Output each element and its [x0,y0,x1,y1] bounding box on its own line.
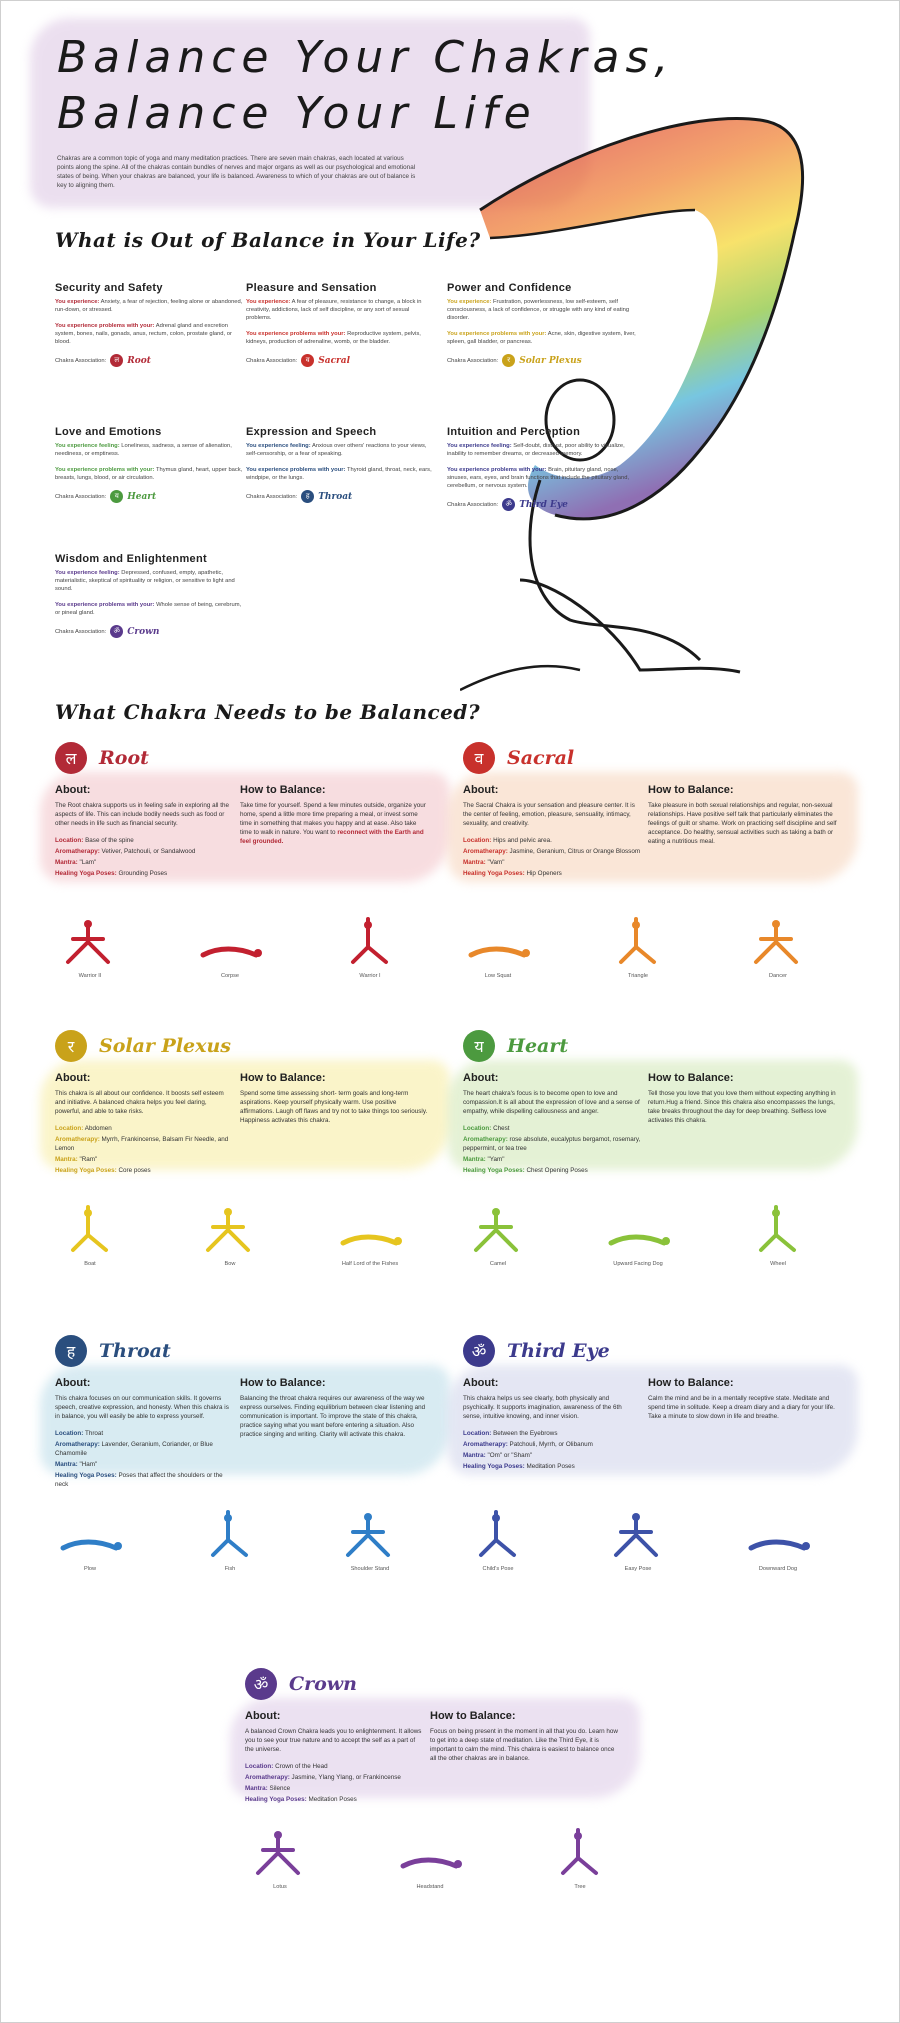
pose-figure-icon [325,1205,415,1255]
pose-label: Camel [489,1261,507,1267]
chakra-association: Chakra Association: ह Throat [246,491,353,502]
chakra-name: Throat [99,1340,171,1362]
how-to-balance-column: How to Balance: Take pleasure in both sexual relationships and regular, non-sexual relationships. Have positive self talk that particularly eliminates the feelings of guilt or shame. Work on practicing self discipline and self acceptance. Do healthy, sensual activities such as taking a bath or eating a nutritious meal. [648,784,837,845]
pose-label: Warrior II [78,973,102,979]
chakra-heading [55,742,149,774]
intro-paragraph: Chakras are a common topic of yoga and many meditation practices. There are seven main chakras, each located at various points along the spine. All of the chakras contain bundles of nerves and major organs as well as our psychological and emotional states of being. When your chakras are balanced, your life is balanced. Awareness to which of your chakras are out of balance is key to aligning them. [57,155,416,189]
pose-figure-icon [733,1510,823,1560]
yoga-pose [185,1205,275,1267]
chakra-heading [463,742,574,774]
chakra-heading [463,1030,568,1062]
experience-text: You experience: Frustration, powerlessness, low self-esteem, self consciousness, a lack of confidence, or struggle with any kind of eating disorder. [447,299,630,321]
imbalance-title: Pleasure and Sensation [246,282,377,294]
yoga-pose [185,917,275,979]
pose-figure-icon [45,917,135,967]
chakra-association: Chakra Association: र Solar Plexus [447,355,582,366]
pose-figure-icon [185,1205,275,1255]
pose-figure-icon [453,917,543,967]
pose-label: Bow [224,1261,236,1267]
pose-figure-icon [593,1205,683,1255]
about-column: About: This chakra focuses on our communication skills. It governs speech, creative expression, and honesty. When this chakra is in balance, you will easily be able to express yourself. Location: Throat Aromatherapy: Lavender, Geranium, Coriander, or Blue Chamomile Mantra: "Ham" Healing Yoga Poses: Poses that affect the shoulders or the neck [55,1377,229,1488]
imbalance-block [447,284,637,367]
how-to-balance-column: How to Balance: Calm the mind and be in a mentally receptive state. Meditate and spend time in solitude. Keep a dream diary and a diary for your life. Take a minute to slow down in life and breathe. [648,1377,835,1420]
imbalance-heading: What is Out of Balance in Your Life? [55,228,481,252]
chakra-emblem-icon: र [55,1030,87,1062]
yoga-pose [45,1205,135,1267]
how-to-balance-column: How to Balance: Take time for yourself. Spend a few minutes outside, organize your home, spend a little more time preparing a meal, or invest some time in something that makes you happy and at ease. Also take time to walk in nature. You want to reconnect with the Earth and feel grounded. [240,784,426,845]
imbalance-block [55,284,245,367]
how-to-balance-column: How to Balance: Balancing the throat chakra requires our awareness of the way we express ourselves. Finding equilibrium between clear listening and communication is important. To improve the state of this chakra, practice saying what you want before entering a situation. Also practice singing and writing. Clarity will activate this chakra. [240,1377,426,1438]
pose-figure-icon [235,1828,325,1878]
yoga-pose [235,1828,325,1890]
yoga-pose [733,917,823,979]
pose-label: Tree [574,1884,586,1890]
pose-label: Fish [224,1566,236,1572]
chakra-association: Chakra Association: ॐ Crown [55,626,160,637]
chakra-symbol-icon: ॐ [110,625,123,638]
pose-label: Dancer [768,973,788,979]
pose-label: Shoulder Stand [350,1566,390,1572]
about-column: About: This chakra is all about our confidence. It boosts self esteem and initiative. A balanced chakra helps you feel daring, powerful, and able to take risks. Location: Abdomen Aromatherapy: Myrrh, Frankincense, Balsam Fir Needle, and Lemon Mantra: "Ram" Healing Yoga Poses: Core poses [55,1072,229,1174]
experience-text: You experience feeling: Self-doubt, distrust, poor ability to visualize, inability to remember dreams, or decreased memory. [447,443,625,457]
chakra-name: Crown [289,1673,357,1695]
pose-figure-icon [185,1510,275,1560]
yoga-pose [535,1828,625,1890]
pose-label: Wheel [770,1261,786,1267]
chakra-heading [55,1335,171,1367]
about-column: About: The Root chakra supports us in feeling safe in exploring all the aspects of life. This can include bodily needs such as food or other needs in life such as financial security. Location: Base of the spine Aromatherapy: Vetiver, Patchouli, or Sandalwood Mantra: "Lam" Healing Yoga Poses: Grounding Poses [55,784,229,877]
yoga-pose [385,1828,475,1890]
pose-label: Upward Facing Dog [613,1261,663,1267]
how-to-balance-column: How to Balance: Tell those you love that you love them without expecting anything in return.Hug a friend. Since this chakra also encompasses the lungs, take breaks throughout the day for deep breathing. Selfless love activates this chakra. [648,1072,836,1124]
problems-text: You experience problems with your: Adrenal gland and excretion system, bones, nails, gonads, anus, rectum, colon, prostate gland, or blood. [55,323,232,345]
pose-label: Warrior I [359,973,381,979]
chakra-emblem-icon: ह [55,1335,87,1367]
chakra-symbol-icon: ॐ [502,498,515,511]
pose-label: Boat [84,1261,96,1267]
imbalance-title: Intuition and Perception [447,426,581,438]
chakra-heading [55,1030,231,1062]
imbalance-title: Security and Safety [55,282,163,294]
pose-label: Half Lord of the Fishes [341,1261,399,1267]
imbalance-block [246,284,436,367]
chakra-association: Chakra Association: ॐ Third Eye [447,499,568,510]
about-column: About: This chakra helps us see clearly, both physically and psychically. It supports imagination, awareness of the 6th sense, intuitive knowing, and inner vision. Location: Between the Eyebrows Aromatherapy: Patchouli, Myrrh, or Olibanum Mantra: "Om" or "Sham" Healing Yoga Poses: Meditation Poses [463,1377,622,1470]
pose-label: Low Squat [484,973,512,979]
yoga-pose [593,917,683,979]
about-column: About: A balanced Crown Chakra leads you to enlightenment. It allows you to see your true nature and to accept the self as a part of the universe. Location: Crown of the Head Aromatherapy: Jasmine, Ylang Ylang, or Frankincense Mantra: Silence Healing Yoga Poses: Meditation Poses [245,1710,422,1803]
problems-text: You experience problems with your: Thyroid gland, throat, neck, ears, windpipe, or the lungs. [246,467,432,481]
pose-figure-icon [453,1205,543,1255]
chakra-heading [463,1335,610,1367]
how-to-balance-column: How to Balance: Focus on being present in the moment in all that you do. Learn how to get into a deep state of meditation. Like the Third Eye, it is important to calm the mind. This chakra is easiest to balance once all the other chakras are in balance. [430,1710,618,1762]
yoga-pose [593,1510,683,1572]
chakra-symbol-icon: व [301,354,314,367]
pose-figure-icon [453,1510,543,1560]
pose-figure-icon [593,1510,683,1560]
yoga-pose [45,917,135,979]
imbalance-title: Love and Emotions [55,426,162,438]
imbalance-block [55,428,245,503]
yoga-pose [453,1205,543,1267]
experience-text: You experience: Anxiety, a fear of rejection, feeling alone or abandoned, run-down, or stressed. [55,299,243,313]
about-column: About: The heart chakra's focus is to become open to love and compassion.It is all about the expression of love and a sense of empathy, while dispelling callousness and anger. Location: Chest Aromatherapy: rose absolute, eucalyptus bergamot, rosemary, peppermint, or tea tree Mantra: "Yam" Healing Yoga Poses: Chest Opening Poses [463,1072,641,1174]
imbalance-block [246,428,436,503]
balance-heading: What Chakra Needs to be Balanced? [55,700,481,724]
experience-text: You experience feeling: Anxious over others' reactions to your views, self-censorship, or a fear of speaking. [246,443,427,457]
title-line-2: Balance Your Life [57,88,537,139]
pose-label: Lotus [273,1884,287,1890]
experience-text: You experience feeling: Depressed, confused, empty, apathetic, materialistic, skeptical of spirituality or religion, or sensitive to light and sound. [55,570,235,592]
chakra-association: Chakra Association: य Heart [55,491,157,502]
chakra-symbol-icon: र [502,354,515,367]
chakra-heading [245,1668,357,1700]
imbalance-title: Wisdom and Enlightenment [55,553,207,565]
pose-label: Plow [83,1566,97,1572]
pose-label: Headstand [416,1884,444,1890]
yoga-pose [453,1510,543,1572]
problems-text: You experience problems with your: Whole sense of being, cerebrum, or pineal gland. [55,602,242,616]
pose-figure-icon [385,1828,475,1878]
yoga-pose [325,1510,415,1572]
chakra-name: Heart [507,1035,569,1057]
yoga-figure-illustration [460,60,840,700]
imbalance-block [55,555,245,638]
chakra-emblem-icon: ल [55,742,87,774]
chakra-association: Chakra Association: व Sacral [246,355,351,366]
chakra-symbol-icon: ल [110,354,123,367]
pose-figure-icon [733,1205,823,1255]
imbalance-title: Expression and Speech [246,426,377,438]
imbalance-block [447,428,637,511]
chakra-emblem-icon: ॐ [245,1668,277,1700]
pose-figure-icon [185,917,275,967]
pose-figure-icon [593,917,683,967]
chakra-emblem-icon: ॐ [463,1335,495,1367]
chakra-name: Sacral [507,747,575,769]
pose-label: Child's Pose [482,1566,514,1572]
yoga-pose [733,1205,823,1267]
title-line-1: Balance Your Chakras, [57,32,675,83]
chakra-emblem-icon: व [463,742,495,774]
pose-label: Easy Pose [624,1566,652,1572]
yoga-pose [325,917,415,979]
yoga-pose [325,1205,415,1267]
problems-text: You experience problems with your: Reproductive system, pelvis, kidneys, production of adrenaline, womb, or the bladder. [246,331,421,345]
about-column: About: The Sacral Chakra is your sensation and pleasure center. It is the center of feeling, emotion, pleasure, sensuality, intimacy, sexuality, and creativity. Location: Hips and pelvic area. Aromatherapy: Jasmine, Geranium, Citrus or Orange Blossom Mantra: "Vam" Healing Yoga Poses: Hip Openers [463,784,641,877]
imbalance-title: Power and Confidence [447,282,572,294]
problems-text: You experience problems with your: Brain, pituitary gland, nose, sinuses, ears, eyes, and brain functions that include the pituitary gland, cerebellum, or nervous system. [447,467,630,489]
yoga-pose [733,1510,823,1572]
problems-text: You experience problems with your: Thymus gland, heart, upper back, breasts, lungs, blood, or air circulation. [55,467,243,481]
how-to-balance-column: How to Balance: Spend some time assessing short- term goals and long-term aspirations. Keep yourself physically warm. Use positive affirmations. Laugh off flaws and try not to take things too seriously. Happiness activates this chakra. [240,1072,428,1124]
pose-label: Downward Dog [758,1566,798,1572]
chakra-name: Root [99,747,149,769]
problems-text: You experience problems with your: Acne, skin, digestive system, liver, spleen, gall bladder, or pancreas. [447,331,636,345]
pose-label: Triangle [627,973,648,979]
experience-text: You experience feeling: Loneliness, sadness, a sense of alienation, neediness, or emptiness. [55,443,232,457]
pose-figure-icon [45,1510,135,1560]
yoga-pose [593,1205,683,1267]
pose-figure-icon [733,917,823,967]
pose-figure-icon [45,1205,135,1255]
chakra-name: Solar Plexus [99,1035,231,1057]
chakra-emblem-icon: य [463,1030,495,1062]
pose-label: Corpse [220,973,240,979]
chakra-name: Third Eye [507,1340,610,1362]
chakra-symbol-icon: य [110,490,123,503]
yoga-pose [453,917,543,979]
experience-text: You experience: A fear of pleasure, resistance to change, a block in creativity, addictions, lack of self discipline, or any sort of sexual problems. [246,299,422,321]
chakra-association: Chakra Association: ल Root [55,355,151,366]
pose-figure-icon [325,917,415,967]
chakra-symbol-icon: ह [301,490,314,503]
yoga-pose [45,1510,135,1572]
pose-figure-icon [325,1510,415,1560]
yoga-pose [185,1510,275,1572]
pose-figure-icon [535,1828,625,1878]
